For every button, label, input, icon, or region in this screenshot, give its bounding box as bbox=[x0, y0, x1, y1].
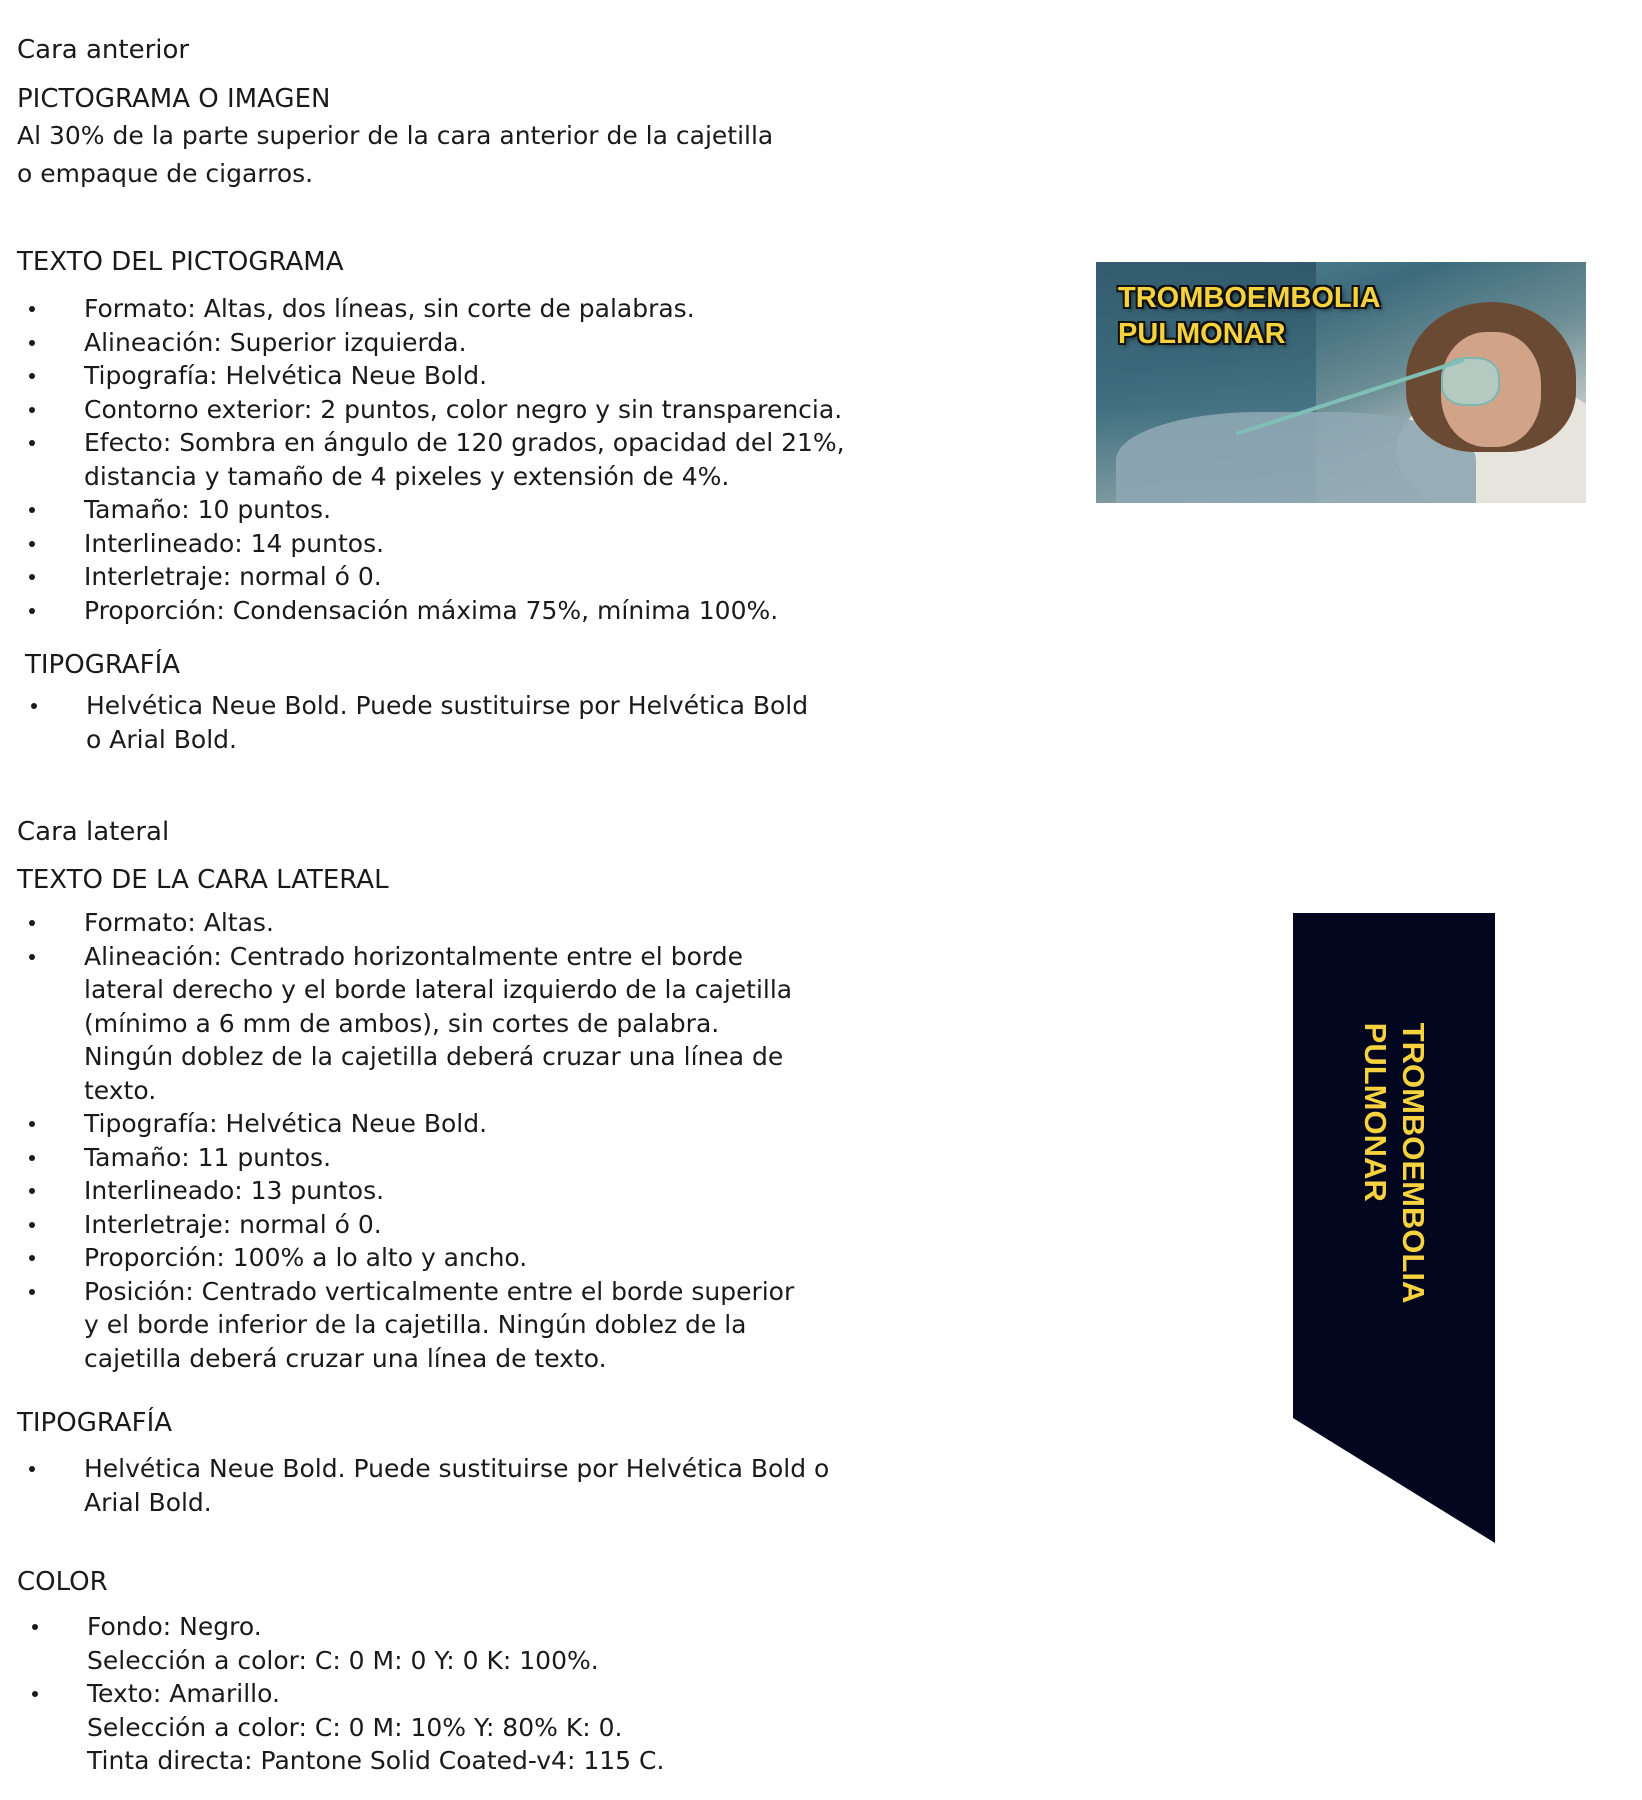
typography-list-front bbox=[19, 689, 808, 756]
pictogram-description-line: Al 30% de la parte superior de la cara anterior de la cajetilla bbox=[17, 121, 774, 150]
pictogram-text-item bbox=[17, 594, 845, 628]
lateral-text-item-line: Ningún doblez de la cajetilla deberá cruzar una línea de bbox=[84, 1042, 784, 1071]
lateral-text-item-line: (mínimo a 6 mm de ambos), sin cortes de palabra. bbox=[84, 1008, 720, 1038]
lateral-text-item bbox=[17, 906, 794, 940]
lateral-panel-preview bbox=[1293, 913, 1495, 1543]
pictogram-text-item-line: Contorno exterior: 2 puntos, color negro y sin transparencia. bbox=[84, 394, 843, 424]
pictogram-caption-line: TROMBOEMBOLIA bbox=[1118, 282, 1381, 314]
typography-heading-lateral: TIPOGRAFÍA bbox=[17, 1408, 173, 1438]
color-item bbox=[20, 1610, 664, 1677]
typography-item bbox=[17, 1452, 829, 1519]
pictogram-text-item bbox=[17, 493, 845, 527]
lateral-text-item-line: Tamaño: 11 puntos. bbox=[84, 1142, 332, 1172]
lateral-text-item-line: texto. bbox=[84, 1075, 157, 1105]
pictogram-text-item bbox=[17, 326, 845, 360]
pictogram-text-item-line: Formato: Altas, dos líneas, sin corte de palabras. bbox=[84, 294, 695, 323]
typography-item-line: Helvética Neue Bold. Puede sustituirse por Helvética Bold o bbox=[84, 1454, 830, 1483]
pictogram-text-heading: TEXTO DEL PICTOGRAMA bbox=[17, 247, 344, 277]
bullet-dot bbox=[29, 373, 35, 379]
bullet-dot bbox=[32, 1691, 38, 1697]
color-item-line: Selección a color: C: 0 M: 0 Y: 0 K: 100%. bbox=[87, 1645, 599, 1675]
pictogram-heading: PICTOGRAMA O IMAGEN bbox=[17, 84, 331, 114]
lateral-text-item bbox=[17, 1208, 794, 1242]
pictogram-text-item bbox=[17, 359, 845, 393]
typography-item bbox=[19, 689, 808, 756]
pictogram-caption bbox=[1118, 280, 1381, 352]
pictogram-text-item-line: Tipografía: Helvética Neue Bold. bbox=[84, 361, 488, 390]
typography-item-line: o Arial Bold. bbox=[86, 724, 237, 754]
pictogram-text-list bbox=[17, 292, 845, 627]
color-item-line: Fondo: Negro. bbox=[87, 1612, 262, 1641]
pictogram-description-line: o empaque de cigarros. bbox=[17, 159, 314, 188]
lateral-text-item-line: Alineación: Centrado horizontalmente entre el borde bbox=[84, 941, 743, 971]
lateral-text-item-line: Posición: Centrado verticalmente entre el borde superior bbox=[84, 1276, 795, 1306]
bullet-dot bbox=[29, 1188, 35, 1194]
bullet-dot bbox=[29, 507, 35, 513]
pictogram-text-item-line: Efecto: Sombra en ángulo de 120 grados, opacidad del 21%, bbox=[84, 428, 845, 457]
pictogram-text-item-line: Interletraje: normal ó 0. bbox=[84, 562, 382, 591]
lateral-text-item-line: lateral derecho y el borde lateral izquierdo de la cajetilla bbox=[84, 975, 793, 1004]
bullet-dot bbox=[29, 541, 35, 547]
lateral-text-item-line: Tipografía: Helvética Neue Bold. bbox=[84, 1109, 488, 1138]
typography-item-line: Arial Bold. bbox=[84, 1487, 212, 1517]
bullet-dot bbox=[32, 1624, 38, 1630]
pictogram-text-item-line: Alineación: Superior izquierda. bbox=[84, 327, 467, 357]
typography-list-lateral bbox=[17, 1452, 829, 1519]
bullet-dot bbox=[29, 1466, 35, 1472]
pictogram-caption-line: PULMONAR bbox=[1118, 318, 1286, 350]
pictogram-image bbox=[1096, 262, 1586, 503]
lateral-text-item-line: Formato: Altas. bbox=[84, 908, 274, 937]
color-heading: COLOR bbox=[17, 1567, 108, 1597]
bullet-dot bbox=[29, 340, 35, 346]
lateral-text-item bbox=[17, 1141, 794, 1175]
bullet-dot bbox=[29, 1222, 35, 1228]
pictogram-text-item-line: Interlineado: 14 puntos. bbox=[84, 528, 385, 558]
bullet-dot bbox=[29, 1155, 35, 1161]
lateral-panel-text-line: PULMONAR bbox=[1358, 1022, 1393, 1202]
typography-item-line: Helvética Neue Bold. Puede sustituirse por Helvética Bold bbox=[86, 691, 809, 720]
color-item-line: Texto: Amarillo. bbox=[87, 1679, 280, 1708]
bullet-dot bbox=[29, 954, 35, 960]
color-item-line: Selección a color: C: 0 M: 10% Y: 80% K: 0. bbox=[87, 1712, 623, 1742]
lateral-panel-text-line: TROMBOEMBOLIA bbox=[1396, 1022, 1431, 1304]
section-label-lateral: Cara lateral bbox=[17, 817, 170, 847]
lateral-text-item bbox=[17, 940, 794, 1108]
bullet-dot bbox=[29, 440, 35, 446]
bullet-dot bbox=[31, 703, 37, 709]
lateral-text-item-line: cajetilla deberá cruzar una línea de texto. bbox=[84, 1343, 607, 1373]
lateral-text-heading: TEXTO DE LA CARA LATERAL bbox=[17, 865, 389, 895]
pictogram-description bbox=[17, 117, 773, 193]
lateral-panel-text bbox=[1356, 1023, 1432, 1304]
lateral-text-item bbox=[17, 1241, 794, 1275]
bullet-dot bbox=[29, 574, 35, 580]
pictogram-text-item-line: distancia y tamaño de 4 pixeles y extensión de 4%. bbox=[84, 461, 730, 491]
pictogram-text-item-line: Proporción: Condensación máxima 75%, mínima 100%. bbox=[84, 595, 779, 625]
lateral-text-item bbox=[17, 1174, 794, 1208]
color-item bbox=[20, 1677, 664, 1778]
lateral-text-item-line: Interlineado: 13 puntos. bbox=[84, 1176, 385, 1205]
pictogram-text-item-line: Tamaño: 10 puntos. bbox=[84, 495, 332, 524]
color-item-line: Tinta directa: Pantone Solid Coated-v4: 115 C. bbox=[87, 1746, 665, 1775]
lateral-text-item-line: Proporción: 100% a lo alto y ancho. bbox=[84, 1243, 528, 1272]
pictogram-text-item bbox=[17, 393, 845, 427]
bullet-dot bbox=[29, 1121, 35, 1127]
bullet-dot bbox=[29, 1255, 35, 1261]
lateral-text-item-line: Interletraje: normal ó 0. bbox=[84, 1209, 382, 1239]
pictogram-text-item bbox=[17, 527, 845, 561]
pictogram-text-item bbox=[17, 292, 845, 326]
bullet-dot bbox=[29, 407, 35, 413]
bullet-dot bbox=[29, 306, 35, 312]
bullet-dot bbox=[29, 920, 35, 926]
lateral-text-item-line: y el borde inferior de la cajetilla. Ningún doblez de la bbox=[84, 1310, 747, 1339]
bullet-dot bbox=[29, 1289, 35, 1295]
lateral-text-list bbox=[17, 906, 794, 1375]
color-list bbox=[20, 1610, 664, 1778]
bullet-dot bbox=[29, 608, 35, 614]
lateral-text-item bbox=[17, 1107, 794, 1141]
pictogram-text-item bbox=[17, 560, 845, 594]
pictogram-text-item bbox=[17, 426, 845, 493]
typography-heading-front: TIPOGRAFÍA bbox=[25, 650, 181, 680]
lateral-text-item bbox=[17, 1275, 794, 1376]
section-label-front: Cara anterior bbox=[17, 35, 190, 65]
